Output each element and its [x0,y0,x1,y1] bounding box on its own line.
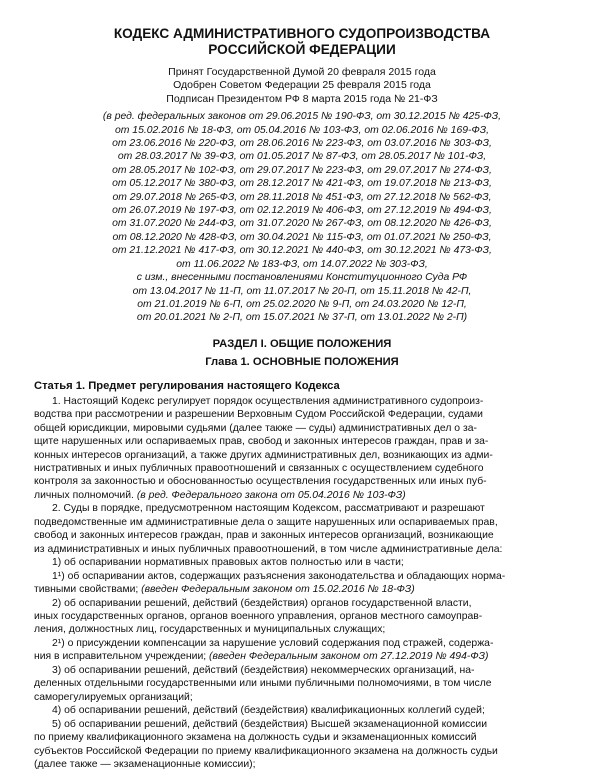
amendment-line: от 26.07.2019 № 197-ФЗ, от 02.12.2019 № 406-ФЗ, от 27.12.2019 № 494-ФЗ, [112,205,492,217]
amendment-line: от 15.02.2016 № 18-ФЗ, от 05.04.2016 № 103-ФЗ, от 02.06.2016 № 169-ФЗ, [114,124,489,136]
body-line-text: деленных отдельными государственными или иными публичными полномочиями, в том числе [34,678,492,690]
body-line [34,597,570,610]
amendment-line: от 29.07.2018 № 265-ФЗ, от 28.11.2018 № 451-ФЗ, от 27.12.2018 № 562-ФЗ, [112,191,492,203]
body-line-text: 3) об оспаривании решений, действий (бездействия) некоммерческих организаций, на- [52,664,475,676]
body-line [34,422,570,435]
section-title: РАЗДЕЛ I. ОБЩИЕ ПОЛОЖЕНИЯ [212,337,392,350]
amendment-line: от 11.06.2022 № 183-ФЗ, от 14.07.2022 № 303-ФЗ, [176,258,428,270]
body-line-text: 2¹) о присуждении компенсации за нарушение условий содержания под стражей, содержа- [52,637,494,649]
body-line [34,435,570,448]
body-line-text: 4) об оспаривании решений, действий (бездействия) квалификационных коллегий судей; [52,705,485,717]
body-line [34,462,570,475]
body-line [34,408,570,421]
body-line [34,395,570,408]
body-line-text: ния в исправительном учреждении; [34,651,207,663]
body-line [34,745,570,758]
body-line [34,664,570,677]
body-line-text: ления, должностных лиц, государственных и муниципальных служащих; [34,624,386,636]
body-line-text: нистративных и иных публичных правоотношений и связанных с осуществлением судебного [34,462,484,474]
article-title: Статья 1. Предмет регулирования настоящего Кодекса [34,379,340,392]
body-line [34,610,570,623]
body-line-text: саморегулируемых организаций; [34,691,193,703]
body-line-text: иных государственных органов, органов военного управления, органов местного самоуправ- [34,610,483,622]
body-line-text: общей юрисдикции, мировыми судьями (далее также — суды) административных дел о за- [34,422,477,434]
amendment-line: с изм., внесенными постановлениями Конституционного Суда РФ [136,272,468,284]
amendment-note: (введен Федеральным законом от 15.02.2016 № 18-ФЗ) [138,584,415,596]
body-line-text: субъектов Российской Федерации по приему квалификационного экзамена на должность судьи [34,745,498,757]
amendment-line: от 05.12.2017 № 380-ФЗ, от 28.12.2017 № 421-ФЗ, от 19.07.2018 № 213-ФЗ, [112,178,492,190]
body-line-text: тивными свойствами; [34,584,139,596]
body-line [34,623,570,636]
amendment-line: от 23.06.2016 № 220-ФЗ, от 28.06.2016 № 223-ФЗ, от 03.07.2016 № 303-ФЗ, [112,138,492,150]
amendment-note: (в ред. Федерального закона от 05.04.2016 № 103-ФЗ) [133,489,406,501]
amendment-line: от 21.12.2021 № 417-ФЗ, от 30.12.2021 № 440-ФЗ, от 30.12.2021 № 473-ФЗ, [112,245,492,257]
body-line-text: 5) об оспаривании решений, действий (бездействия) Высшей экзаменационной комиссии [52,718,488,730]
body-line [34,677,570,690]
body-line [34,570,570,583]
amendment-line: от 28.03.2017 № 39-ФЗ, от 01.05.2017 № 87-ФЗ, от 28.05.2017 № 101-ФЗ, [117,151,487,163]
body-line-text: (далее также — экзаменационные комиссии); [34,758,256,770]
body-line [34,516,570,529]
body-line-text: водства при рассмотрении и разрешении Верховным Судом Российской Федерации, судами [34,409,483,421]
body-line-text: 1) об оспаривании нормативных правовых актов полностью или в части; [52,557,404,569]
body-line-text: контроля за законностью и обоснованностью осуществления государственных или иных пуб- [34,476,487,488]
amendment-line: от 21.01.2019 № 6-П, от 25.02.2020 № 9-П, от 24.03.2020 № 12-П, [137,298,467,310]
body-line-text: по приему квалификационного экзамена на должность судьи и экзаменационных комиссий [34,732,477,744]
amendment-line: от 08.12.2020 № 428-ФЗ, от 30.04.2021 № 115-ФЗ, от 01.07.2021 № 250-ФЗ, [112,231,492,243]
body-line [34,475,570,488]
body-line-text: 2) об оспаривании решений, действий (бездействия) органов государственной власти, [52,597,472,609]
body-line-text: из административных и иных публичных правоотношений, в том числе административные дела: [34,543,503,555]
article-body [34,395,570,771]
body-line [34,556,570,569]
approval-date: Одобрен Советом Федерации 25 февраля 2015 года [173,79,431,92]
body-line-text: свобод и законных интересов граждан, прав и законных интересов организаций, возникающие [34,530,494,542]
body-line [34,691,570,704]
body-line [34,650,570,663]
body-line [34,449,570,462]
body-line-text: личных полномочий. [34,489,134,501]
chapter-title: Глава 1. ОСНОВНЫЕ ПОЛОЖЕНИЯ [205,355,399,368]
adoption-date: Принят Государственной Думой 20 февраля 2015 года [168,66,436,78]
body-line-text: 1¹) об оспаривании актов, содержащих разъяснения законодательства и обладающих норма- [52,570,506,582]
amendment-note: (введен Федеральным законом от 27.12.2019 № 494-ФЗ) [206,651,489,663]
body-line-text: подведомственные им административные дела о защите нарушенных или оспариваемых прав, [34,516,498,528]
amendment-line: от 31.07.2020 № 244-ФЗ, от 31.07.2020 № 267-ФЗ, от 08.12.2020 № 426-ФЗ, [112,218,492,230]
document-title-line-1: КОДЕКС АДМИНИСТРАТИВНОГО СУДОПРОИЗВОДСТВА [113,26,491,41]
body-line-text: щите нарушенных или оспариваемых прав, свобод и законных интересов граждан, прав и за- [34,436,489,448]
document-title-line-2: РОССИЙСКОЙ ФЕДЕРАЦИИ [208,42,396,57]
body-line-text: 2. Суды в порядке, предусмотренном настоящим Кодексом, рассматривают и разрешают [52,503,485,515]
body-line [34,731,570,744]
amendments-list [34,110,570,325]
body-line [34,758,570,771]
body-line [34,502,570,515]
body-line-text: конных интересов организаций, а также других административных дел, возникающих из адми- [34,449,493,461]
body-line [34,637,570,650]
body-line [34,489,570,502]
amendment-line: от 13.04.2017 № 11-П, от 11.07.2017 № 20-П, от 15.11.2018 № 42-П, [132,285,472,297]
body-line [34,543,570,556]
amendment-line: от 20.01.2021 № 2-П, от 15.07.2021 № 37-П, от 13.01.2022 № 2-П) [136,312,468,324]
amendment-line: от 28.05.2017 № 102-ФЗ, от 29.07.2017 № 223-ФЗ, от 29.07.2017 № 274-ФЗ, [112,164,492,176]
body-line [34,718,570,731]
body-line [34,529,570,542]
body-line-text: 1. Настоящий Кодекс регулирует порядок осуществления административного судопроиз- [52,395,484,407]
body-line [34,704,570,717]
signing-date: Подписан Президентом РФ 8 марта 2015 года № 21-ФЗ [166,92,438,105]
body-line [34,583,570,596]
amendment-line: (в ред. федеральных законов от 29.06.2015 № 190-ФЗ, от 30.12.2015 № 425-ФЗ, [102,111,502,123]
